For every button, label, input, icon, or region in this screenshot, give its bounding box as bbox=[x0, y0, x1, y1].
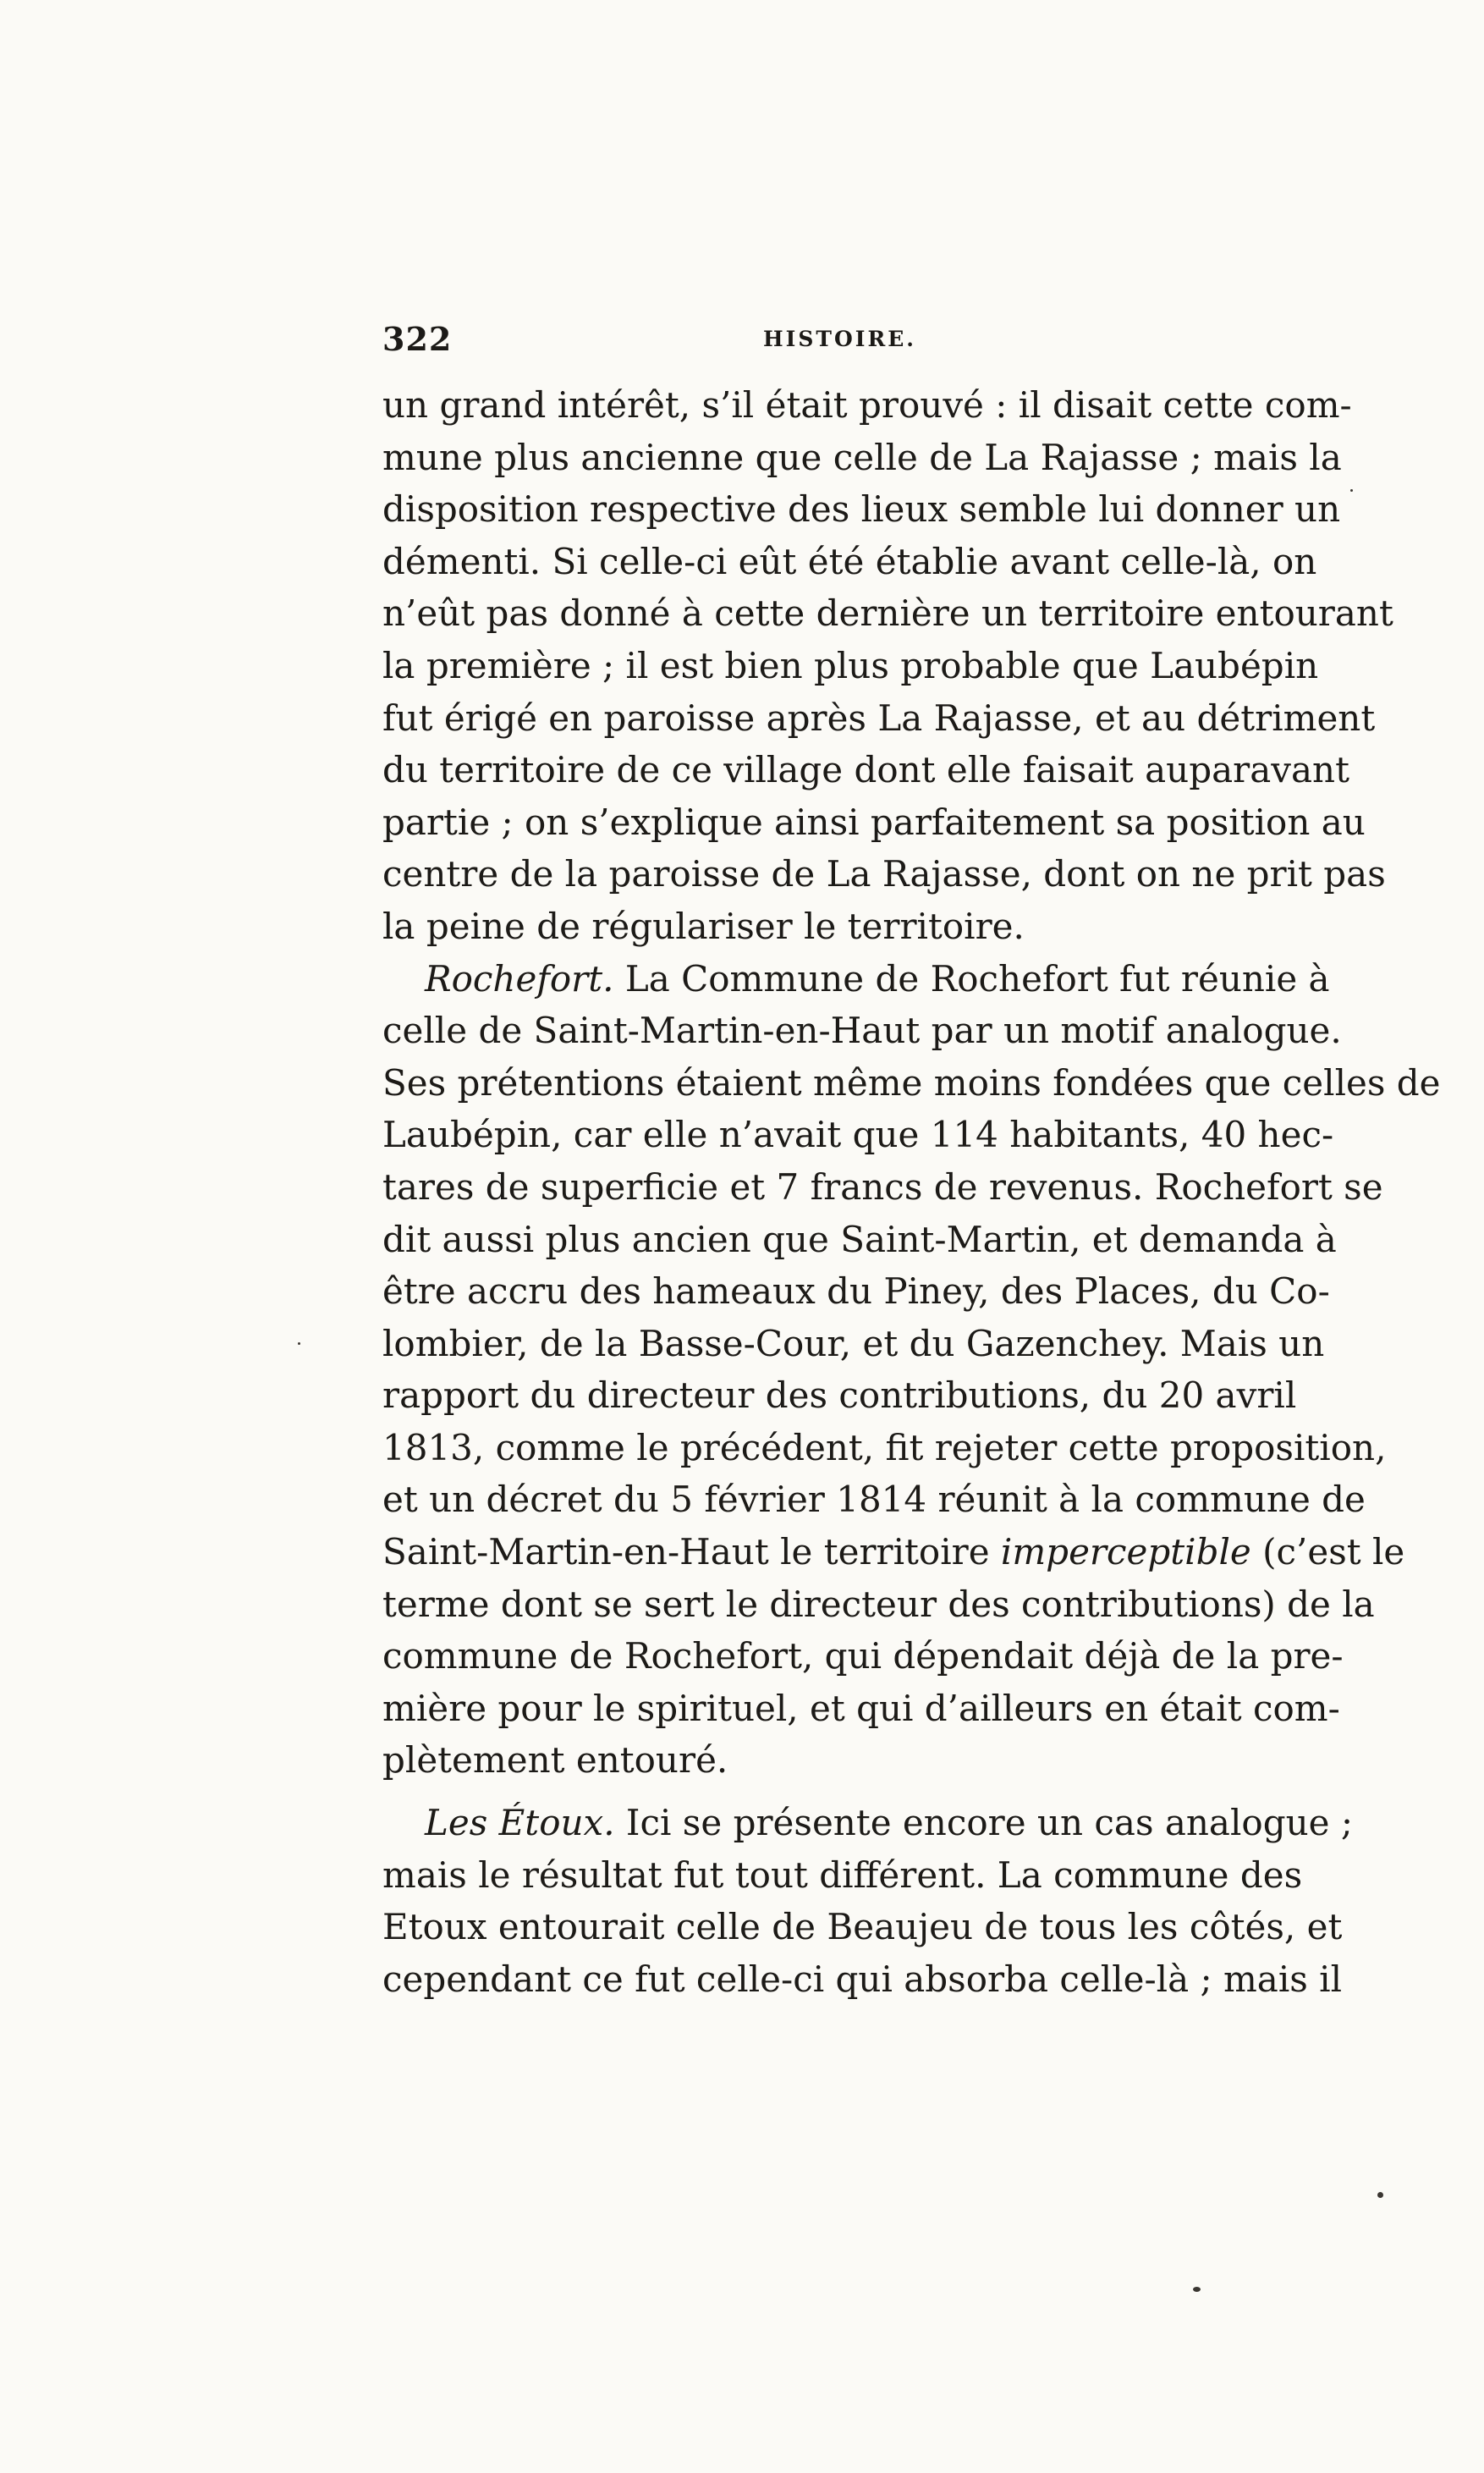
text-line: tares de superficie et 7 francs de revenus. Rochefort se bbox=[382, 1165, 1383, 1208]
running-head-title: HISTOIRE. bbox=[763, 327, 916, 351]
text-line: mune plus ancienne que celle de La Rajasse ; mais la bbox=[382, 436, 1342, 478]
italic-term: imperceptible bbox=[1000, 1531, 1251, 1573]
text-line: terme dont se sert le directeur des contributions) de la bbox=[382, 1583, 1375, 1625]
scan-speck bbox=[1377, 2192, 1383, 2198]
scan-speck bbox=[1350, 489, 1353, 492]
text-line: la première ; il est bien plus probable que Laubépin bbox=[382, 644, 1319, 686]
text-line: mais le résultat fut tout différent. La commune des bbox=[382, 1853, 1303, 1896]
running-head bbox=[382, 320, 1275, 371]
text-line: lombier, de la Basse-Cour, et du Gazenchey. Mais un bbox=[382, 1322, 1325, 1364]
text-line: partie ; on s’explique ainsi parfaitement sa position au bbox=[382, 801, 1366, 843]
text-line: du territoire de ce village dont elle faisait auparavant bbox=[382, 749, 1349, 791]
text-line: disposition respective des lieux semble lui donner un bbox=[382, 488, 1341, 531]
paragraph-continuation bbox=[382, 379, 1393, 953]
body-text bbox=[382, 379, 1441, 2005]
text-line: être accru des hameaux du Piney, des Places, du Co- bbox=[382, 1270, 1330, 1313]
scan-speck bbox=[298, 1342, 300, 1345]
paragraph-etoux bbox=[382, 1797, 1353, 2005]
text-line: un grand intérêt, s’il était prouvé : il disait cette com- bbox=[382, 384, 1352, 426]
text-line: Laubépin, car elle n’avait que 114 habitants, 40 hec- bbox=[382, 1114, 1334, 1156]
text-line bbox=[382, 953, 1330, 1005]
text-line: dit aussi plus ancien que Saint-Martin, et demanda à bbox=[382, 1218, 1337, 1260]
section-lead-rochefort: Rochefort. bbox=[425, 957, 614, 1000]
text-run: Ici se présente encore un cas analogue ; bbox=[614, 1802, 1353, 1844]
text-line: démenti. Si celle-ci eût été établie avant celle-là, on bbox=[382, 540, 1317, 582]
text-line: plètement entouré. bbox=[382, 1739, 728, 1782]
text-line: et un décret du 5 février 1814 réunit à la commune de bbox=[382, 1479, 1366, 1521]
text-run: (c’est le bbox=[1250, 1531, 1405, 1573]
text-line: fut érigé en paroisse après La Rajasse, et au détriment bbox=[382, 697, 1376, 739]
scan-speck bbox=[1193, 2287, 1201, 2292]
text-line: n’eût pas donné à cette dernière un territoire entourant bbox=[382, 592, 1393, 635]
text-line: Ses prétentions étaient même moins fondées que celles de bbox=[382, 1061, 1441, 1104]
section-lead-etoux: Les Étoux. bbox=[425, 1802, 615, 1844]
text-line bbox=[382, 1797, 1353, 1849]
text-line: celle de Saint-Martin-en-Haut par un motif analogue. bbox=[382, 1010, 1342, 1052]
text-line: Etoux entourait celle de Beaujeu de tous les côtés, et bbox=[382, 1906, 1343, 1948]
page-number: 322 bbox=[382, 320, 453, 358]
text-line: cependant ce fut celle-ci qui absorba celle-là ; mais il bbox=[382, 1958, 1343, 2000]
text-run: La Commune de Rochefort fut réunie à bbox=[613, 957, 1330, 1000]
text-line: mière pour le spirituel, et qui d’ailleurs en était com- bbox=[382, 1687, 1340, 1729]
text-line: rapport du directeur des contributions, du 20 avril bbox=[382, 1374, 1297, 1417]
text-line bbox=[382, 1526, 1405, 1578]
text-line: la peine de régulariser le territoire. bbox=[382, 905, 1025, 947]
paragraph-rochefort bbox=[382, 953, 1441, 1787]
text-line: commune de Rochefort, qui dépendait déjà de la pre- bbox=[382, 1635, 1344, 1677]
text-run: Saint-Martin-en-Haut le territoire bbox=[382, 1531, 1001, 1573]
text-line: centre de la paroisse de La Rajasse, dont on ne prit pas bbox=[382, 853, 1386, 895]
text-line: 1813, comme le précédent, fit rejeter cette proposition, bbox=[382, 1426, 1387, 1468]
